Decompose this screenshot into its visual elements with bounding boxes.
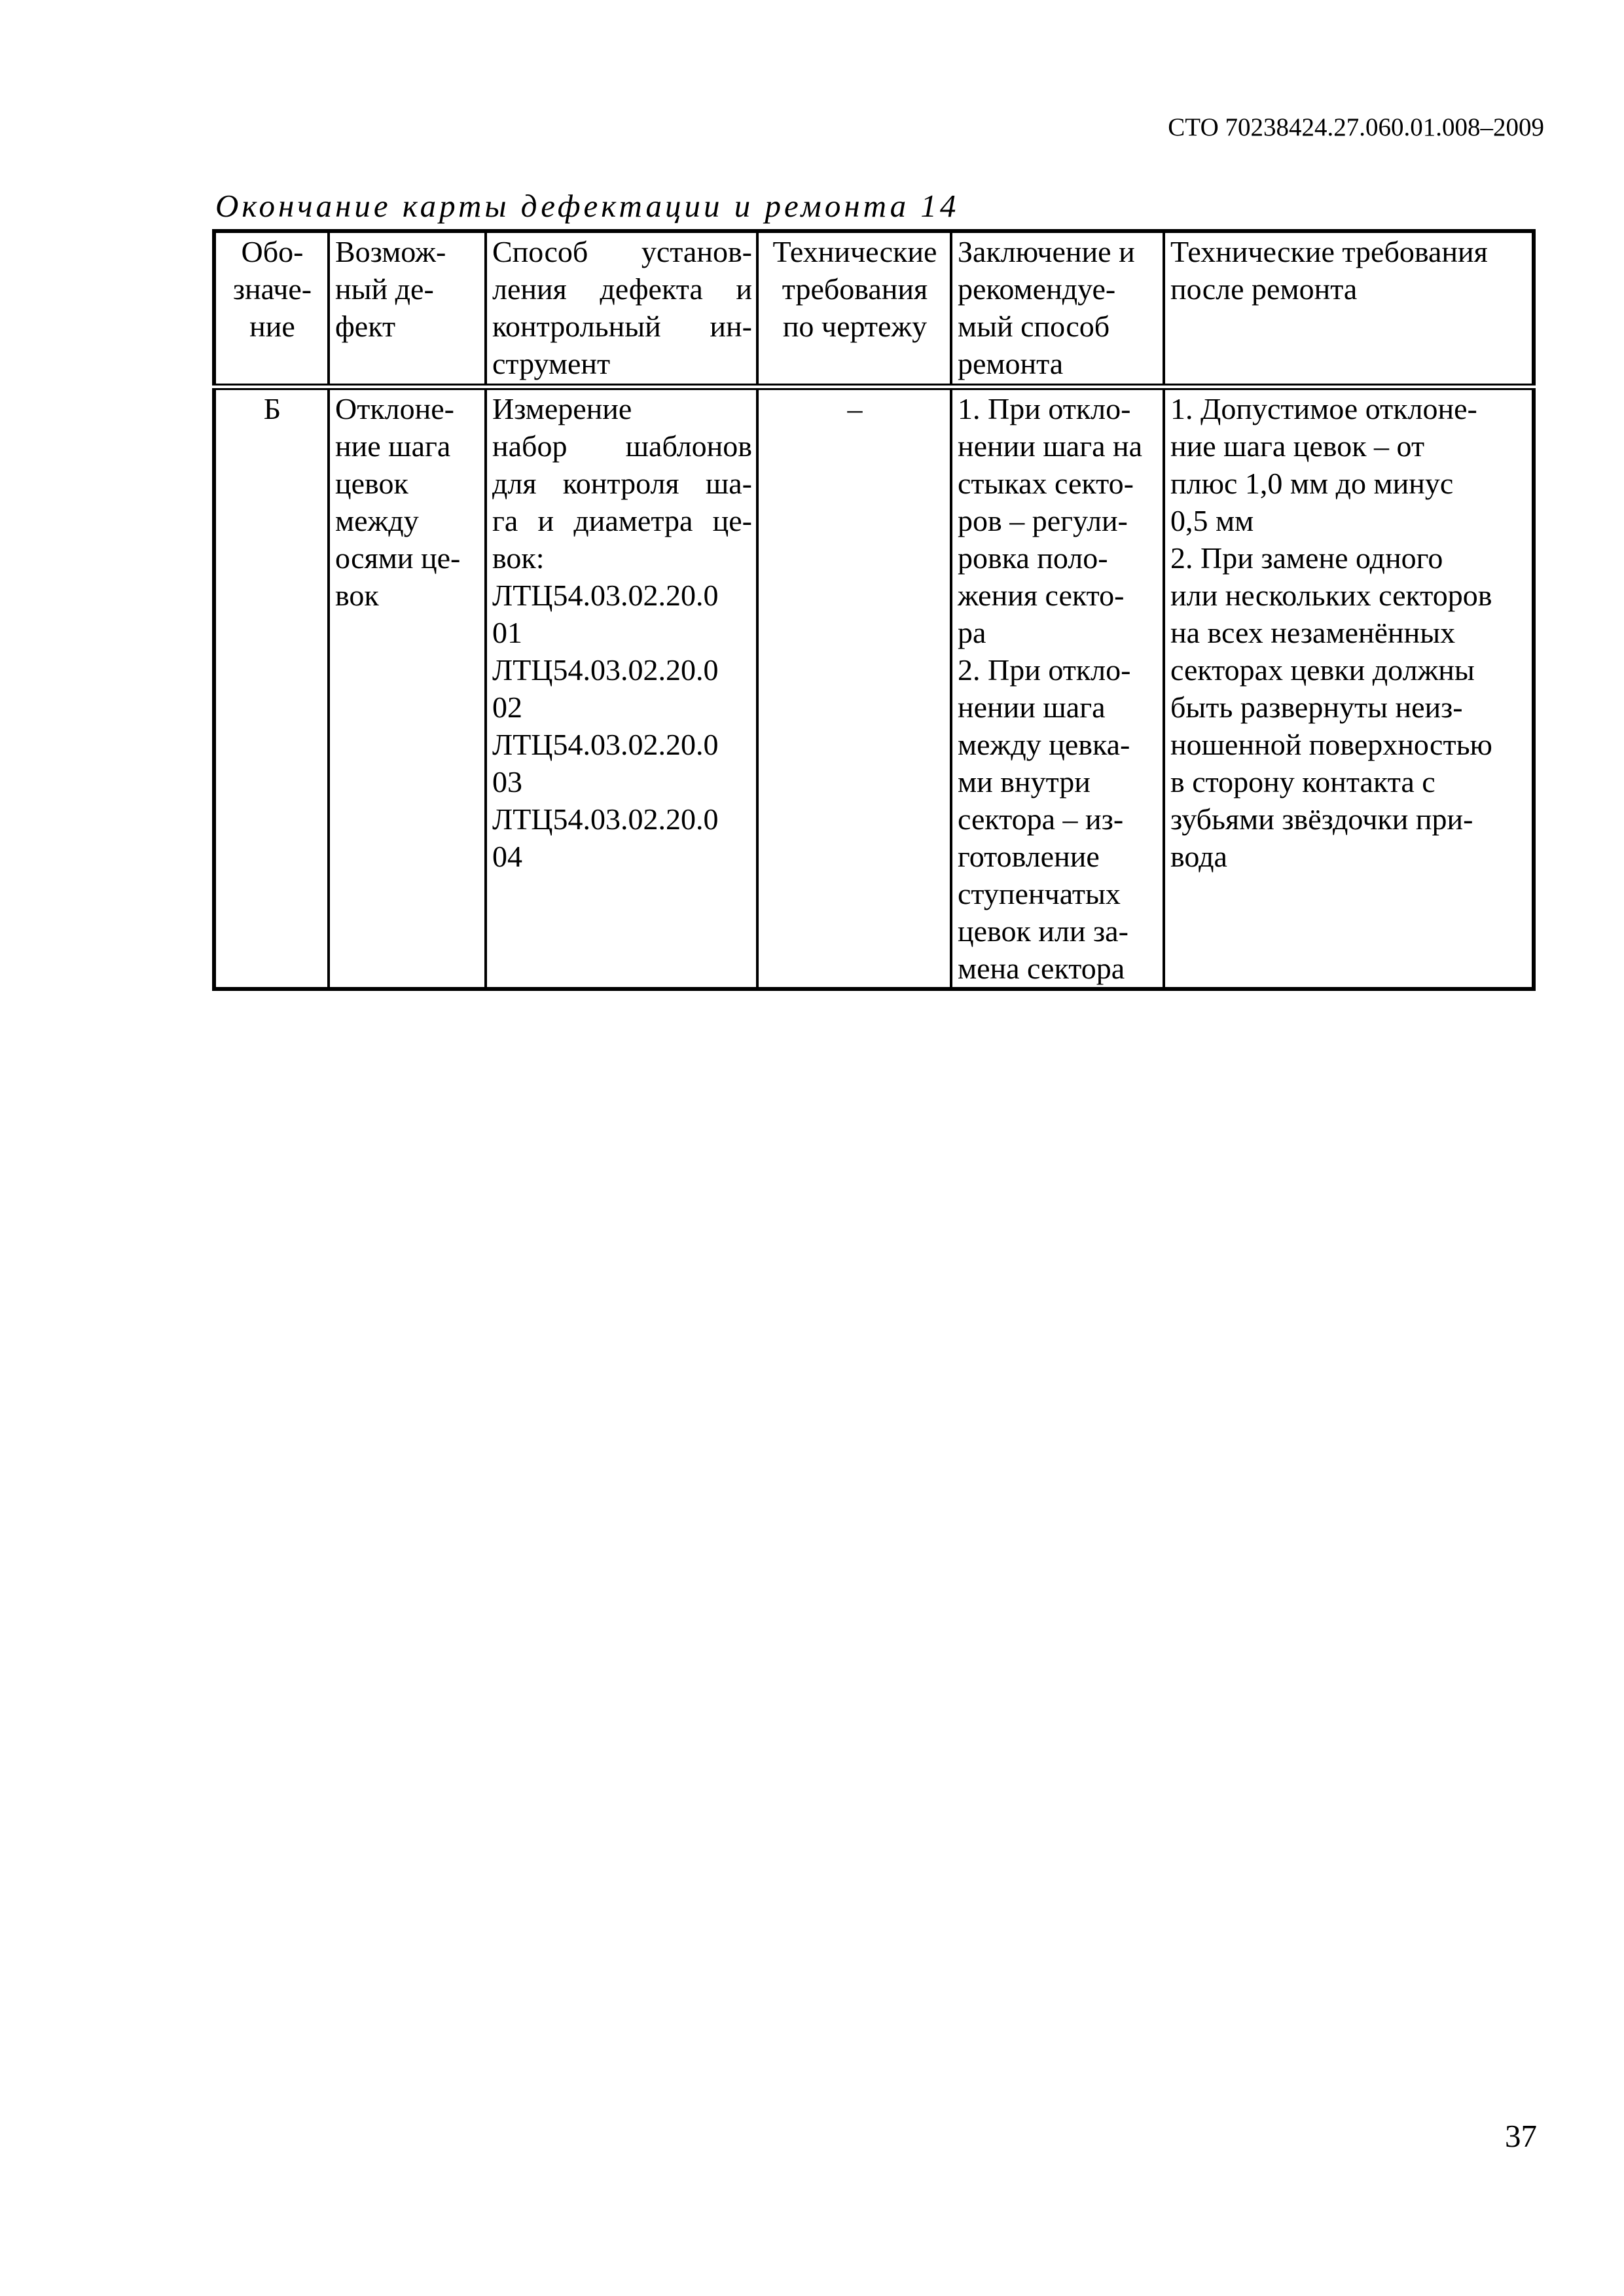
- table-caption: Окончание карты дефектации и ремонта 14: [215, 188, 960, 224]
- header-detection-method: Способ установ- ления дефекта и контрольный ин- струмент: [486, 231, 757, 387]
- table-header-row: [214, 231, 1534, 387]
- header-after-repair-requirements: Технические требования после ремонта: [1164, 231, 1534, 387]
- defect-repair-table: [212, 229, 1536, 991]
- cell-defect: Отклоне- ние шага цевок между осями це- вок: [329, 387, 486, 989]
- cell-drawing-requirements: –: [757, 387, 951, 989]
- page-number: 37: [1505, 2118, 1537, 2154]
- cell-conclusion: 1. При откло- нении шага на стыках секто- ров – регули- ровка поло- жения секто- ра 2. При откло- нении шага между цевка- ми внутри сектора – из- готовление ступенчатых цевок или за- мена сектора: [951, 387, 1164, 989]
- table-row: [214, 387, 1534, 989]
- header-conclusion: Заключение и рекомендуе- мый способ ремонта: [951, 231, 1164, 387]
- cell-designation: Б: [214, 387, 329, 989]
- document-code: СТО 70238424.27.060.01.008–2009: [1168, 113, 1544, 141]
- cell-detection-method: Измерение набор шаблонов для контроля ша- га и диаметра це- вок: ЛТЦ54.03.02.20.0 01 ЛТЦ54.03.02.20.0 02 ЛТЦ54.03.02.20.0 03 ЛТЦ54.03.02.20.0 04: [486, 387, 757, 989]
- header-drawing-requirements: Технические требования по чертежу: [757, 231, 951, 387]
- cell-after-repair-requirements: 1. Допустимое отклоне- ние шага цевок – от плюс 1,0 мм до минус 0,5 мм 2. При замене одного или нескольких секторов на всех незаменённых секторах цевки должны быть развернуты неиз- ношенной поверхностью в сторону контакта с зубьями звёздочки при- вода: [1164, 387, 1534, 989]
- header-designation: Обо- значе- ние: [214, 231, 329, 387]
- header-possible-defect: Возмож- ный де- фект: [329, 231, 486, 387]
